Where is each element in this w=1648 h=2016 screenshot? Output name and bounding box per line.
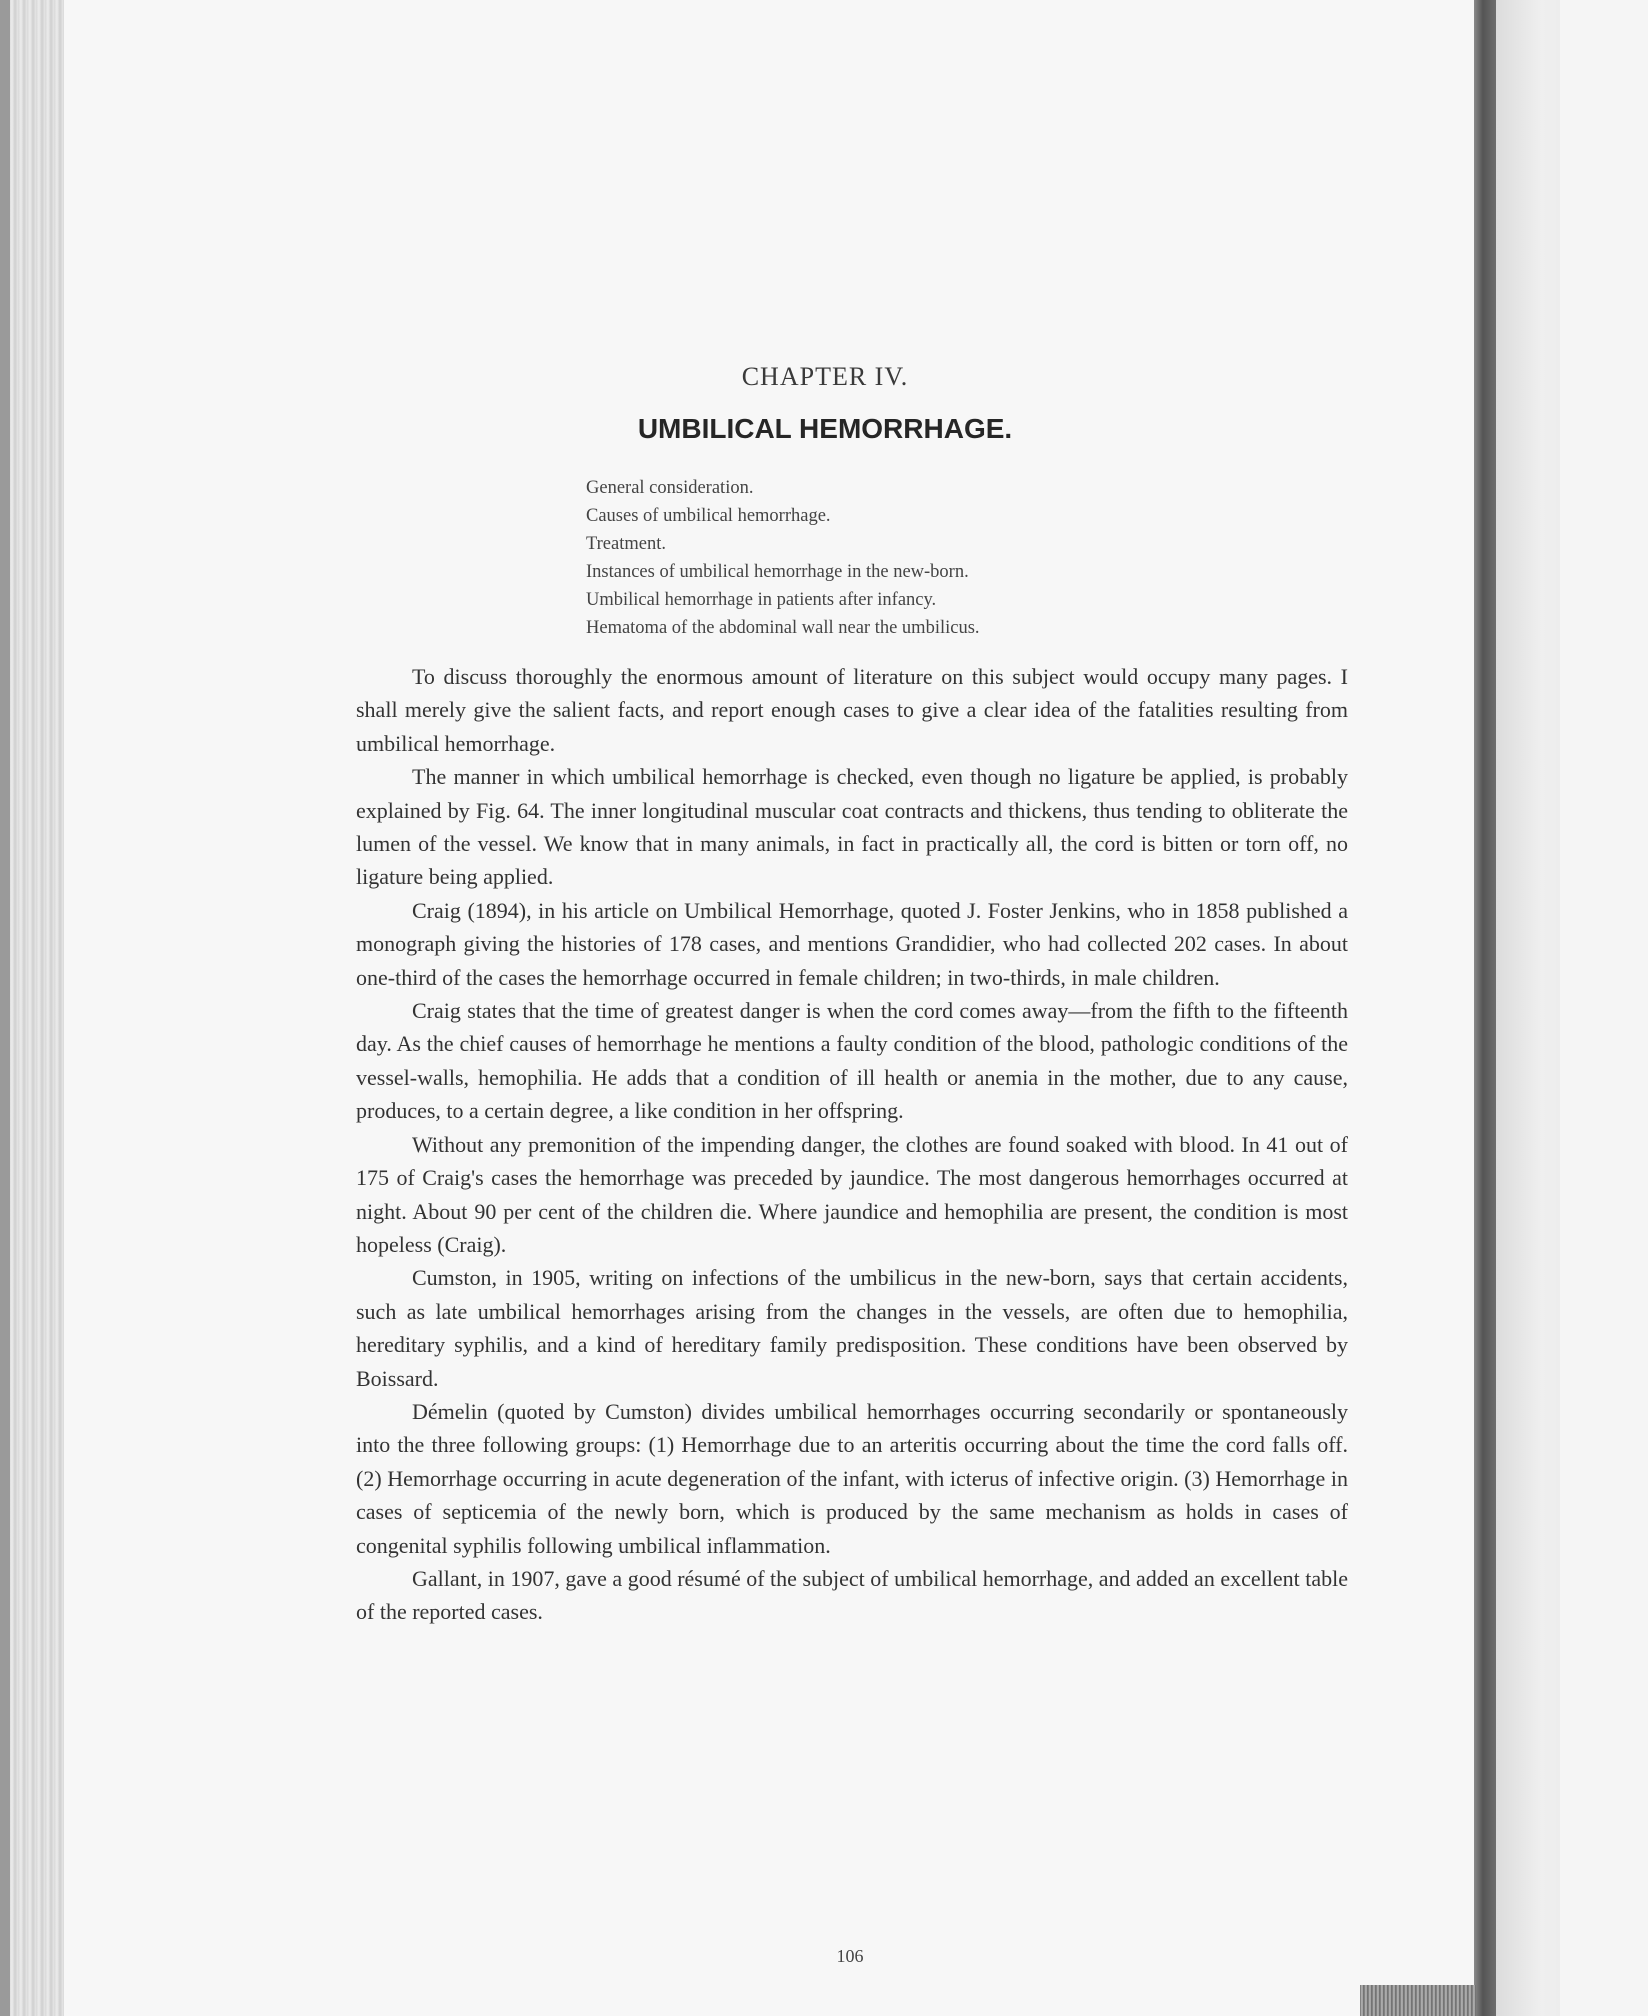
chapter-heading: CHAPTER IV.: [741, 362, 909, 391]
paragraph: The manner in which umbilical hemorrhage is checked, even though no ligature be applied, is probably explained by Fig. 64. The inner longitudinal muscular coat contracts and thickens, thus tending to obliterate the lumen of the vessel. We know that in many animals, in fact in practically all, the cord is bitten or torn off, no ligature being applied.: [356, 764, 1348, 890]
paragraph: Gallant, in 1907, gave a good résumé of the subject of umbilical hemorrhage, and added an excellent table of the reported cases.: [356, 1565, 1348, 1625]
chapter-title: UMBILICAL HEMORRHAGE.: [637, 413, 1013, 444]
paragraph: Without any premonition of the impending danger, the clothes are found soaked with blood. In 41 out of 175 of Craig's cases the hemorrhage was preceded by jaundice. The most dangerous hemorrhages occurred at night. About 90 per cent of the children die. Where jaundice and hemophilia are present, the condition is most hopeless (Craig).: [356, 1131, 1348, 1257]
right-book-gutter: [1474, 0, 1496, 2016]
right-page-stack: [1560, 0, 1648, 2016]
bottom-page-stack: [1360, 1985, 1476, 2016]
chapter-contents-list: [586, 474, 980, 642]
contents-item: Umbilical hemorrhage in patients after infancy.: [586, 590, 937, 610]
paragraph: Démelin (quoted by Cumston) divides umbilical hemorrhages occurring secondarily or spontaneously into the three following groups: (1) Hemorrhage due to an arteritis occurring about the time the cord falls off. (2) Hemorrhage occurring in acute degeneration of the infant, with icterus of infective origin. (3) Hemorrhage in cases of septicemia of the newly born, which is produced by the same mechanism as holds in cases of congenital syphilis following umbilical inflammation.: [356, 1398, 1348, 1558]
paragraph: Craig states that the time of greatest danger is when the cord comes away—from the fifth to the fifteenth day. As the chief causes of hemorrhage he mentions a faulty condition of the blood, pathologic conditions of the vessel-walls, hemophilia. He adds that a condition of ill health or anemia in the mother, due to any cause, produces, to a certain degree, a like condition in her offspring.: [356, 998, 1348, 1124]
contents-item: Instances of umbilical hemorrhage in the new-born.: [586, 562, 969, 582]
body-text: [356, 660, 1348, 1629]
contents-item: General consideration.: [586, 478, 754, 498]
paragraph: To discuss thoroughly the enormous amount of literature on this subject would occupy many pages. I shall merely give the salient facts, and report enough cases to give a clear idea of the fatalities resulting from umbilical hemorrhage.: [356, 664, 1348, 756]
contents-item: Causes of umbilical hemorrhage.: [586, 506, 831, 526]
paragraph: Cumston, in 1905, writing on infections of the umbilicus in the new-born, says that certain accidents, such as late umbilical hemorrhages arising from the changes in the vessels, are often due to hemophilia, hereditary syphilis, and a kind of hereditary family predisposition. These conditions have been observed by Boissard.: [356, 1265, 1348, 1391]
contents-item: Treatment.: [586, 534, 666, 554]
left-book-shadow: [0, 0, 10, 2016]
paragraph: Craig (1894), in his article on Umbilical Hemorrhage, quoted J. Foster Jenkins, who in 1858 published a monograph giving the histories of 178 cases, and mentions Grandidier, who had collected 202 cases. In about one-third of the cases the hemorrhage occurred in female children; in two-thirds, in male children.: [356, 897, 1348, 990]
page-number: 106: [836, 1946, 864, 1966]
contents-item: Hematoma of the abdominal wall near the umbilicus.: [586, 618, 980, 638]
